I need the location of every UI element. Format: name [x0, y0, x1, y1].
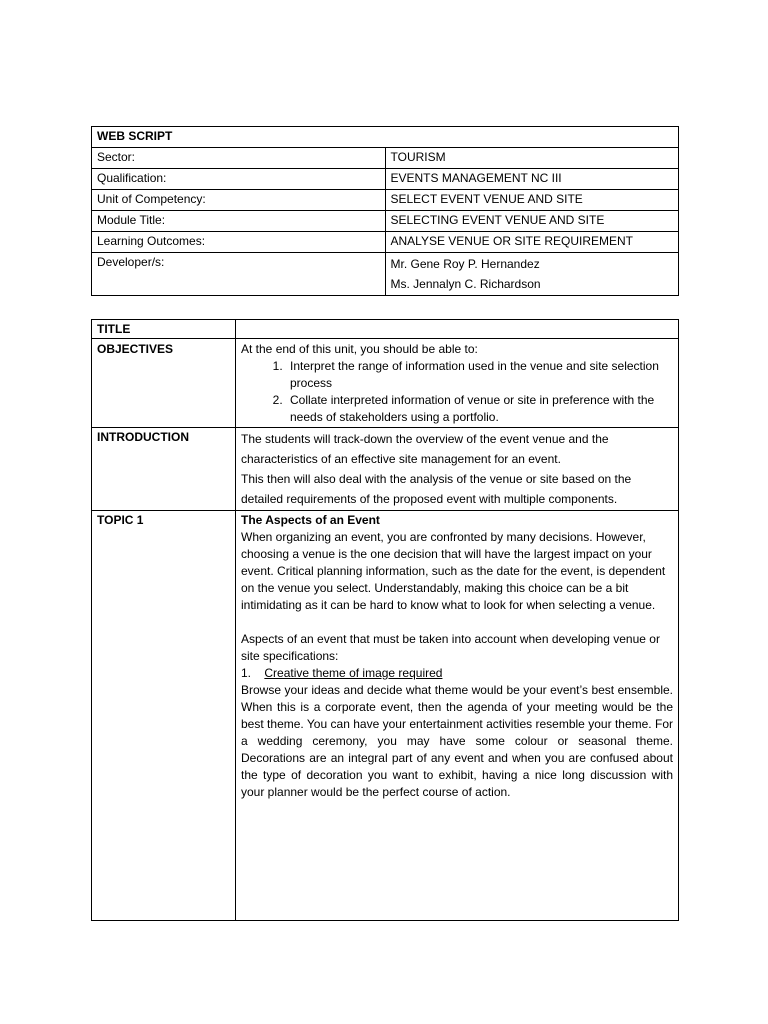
developer-name: Mr. Gene Roy P. Hernandez — [390, 257, 540, 271]
header-title-row — [92, 127, 679, 148]
topic-1-list-item — [241, 665, 673, 682]
list-number: 1. — [241, 666, 252, 680]
web-script-content-table — [91, 319, 679, 921]
introduction-label: INTRODUCTION — [92, 428, 236, 511]
title-label: TITLE — [92, 320, 236, 339]
topic-1-paragraph: Browse your ideas and decide what theme would be your event’s best ensemble. When this is a corporate event, then the agenda of your meeting would be the best theme. You can have your entertainment activities resemble your theme. For a wedding ceremony, you may have some colour or seasonal theme. Decorations are an integral part of any event and when you are confused about the type of decoration you want to exhibit, having a nice long discussion with your planner would be the perfect course of action. — [241, 683, 673, 799]
topic-1-content — [236, 511, 679, 921]
module-title-value: SELECTING EVENT VENUE AND SITE — [385, 211, 679, 232]
table-row — [92, 169, 679, 190]
title-value — [236, 320, 679, 339]
developers-label: Developer/s: — [92, 253, 386, 296]
topic-1-row — [92, 511, 679, 921]
table-row — [92, 232, 679, 253]
list-item-title: Creative theme of image required — [264, 666, 443, 680]
sector-label: Sector: — [92, 148, 386, 169]
title-row — [92, 320, 679, 339]
introduction-paragraph: This then will also deal with the analysis of the venue or site based on the detailed requirements of the proposed event with multiple components. — [241, 472, 632, 506]
topic-1-heading: The Aspects of an Event — [241, 513, 380, 527]
table-row — [92, 253, 679, 296]
learning-outcomes-label: Learning Outcomes: — [92, 232, 386, 253]
learning-outcomes-value: ANALYSE VENUE OR SITE REQUIREMENT — [385, 232, 679, 253]
table-row — [92, 190, 679, 211]
topic-1-paragraph: When organizing an event, you are confronted by many decisions. However, choosing a venue is the one decision that will have the largest impact on your event. Critical planning information, such as the date for the event, is dependent on the venue you select. Understandably, making this choice can be a bit intimidating as it can be hard to know what to look for when selecting a venue. — [241, 530, 666, 612]
objectives-content — [236, 339, 679, 428]
unit-of-competency-value: SELECT EVENT VENUE AND SITE — [385, 190, 679, 211]
unit-of-competency-label: Unit of Competency: — [92, 190, 386, 211]
topic-1-label: TOPIC 1 — [92, 511, 236, 921]
introduction-row — [92, 428, 679, 511]
table-row — [92, 211, 679, 232]
introduction-content — [236, 428, 679, 511]
qualification-value: EVENTS MANAGEMENT NC III — [385, 169, 679, 190]
objectives-intro: At the end of this unit, you should be able to: — [241, 342, 478, 356]
introduction-paragraph: The students will track-down the overview of the event venue and the characteristics of an effective site management for an event. — [241, 432, 609, 466]
objectives-row — [92, 339, 679, 428]
spacer — [241, 614, 673, 631]
topic-1-paragraph: Aspects of an event that must be taken into account when developing venue or site specifications: — [241, 632, 660, 663]
developers-value — [385, 253, 679, 296]
objectives-list — [241, 358, 673, 426]
qualification-label: Qualification: — [92, 169, 386, 190]
objective-item: 1. Interpret the range of information used in the venue and site selection process — [286, 358, 673, 392]
module-title-label: Module Title: — [92, 211, 386, 232]
developer-name: Ms. Jennalyn C. Richardson — [390, 277, 541, 291]
header-title: WEB SCRIPT — [92, 127, 679, 148]
sector-value: TOURISM — [385, 148, 679, 169]
table-row — [92, 148, 679, 169]
objectives-label: OBJECTIVES — [92, 339, 236, 428]
web-script-header-table — [91, 126, 679, 296]
objective-item: 2. Collate interpreted information of venue or site in preference with the needs of stakeholders using a portfolio. — [286, 392, 673, 426]
